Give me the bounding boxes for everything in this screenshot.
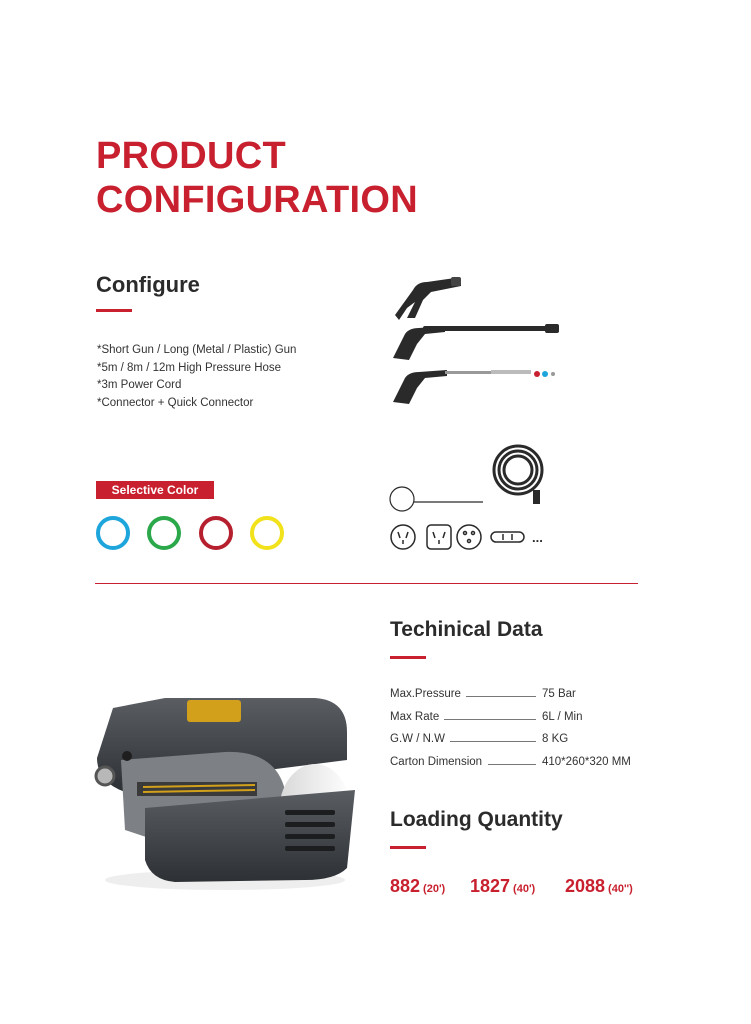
- spec-value: 8 KG: [542, 733, 569, 745]
- spec-value: 75 Bar: [542, 688, 576, 700]
- loading-heading: Loading Quantity: [390, 808, 563, 831]
- spec-row-carton: [390, 756, 650, 772]
- loading-underline: [390, 846, 426, 849]
- technical-underline: [390, 656, 426, 659]
- page-title: [96, 134, 418, 222]
- handle-accent: [187, 700, 241, 722]
- spec-label: Max.Pressure: [390, 688, 461, 700]
- loading-item-40ft: [470, 876, 535, 897]
- spray-guns-illustration: [385, 270, 575, 415]
- title-line-1: PRODUCT: [96, 135, 286, 177]
- socket-square-icon: [427, 525, 451, 549]
- list-item: *Short Gun / Long (Metal / Plastic) Gun: [97, 344, 297, 356]
- loading-qty: 2088: [565, 876, 606, 896]
- power-cord-icon: [390, 487, 483, 511]
- metal-gun-icon: [393, 370, 555, 404]
- color-swatch-green[interactable]: [147, 516, 181, 550]
- hose-connector-icon: [533, 490, 540, 504]
- hose-coil-icon: [494, 446, 542, 494]
- socket-flat-icon: [491, 532, 524, 542]
- section-divider: [95, 583, 638, 584]
- plug-socket-icons: [391, 525, 524, 549]
- technical-heading: Techinical Data: [390, 618, 543, 641]
- spec-label: G.W / N.W: [390, 733, 445, 745]
- short-gun-icon: [395, 277, 461, 320]
- spec-row-weight: [390, 733, 650, 749]
- list-item: *5m / 8m / 12m High Pressure Hose: [97, 361, 282, 374]
- selective-color-label: Selective Color: [96, 481, 214, 499]
- configure-underline: [96, 309, 132, 312]
- loading-container: (20'): [423, 883, 446, 895]
- color-swatch-blue[interactable]: [96, 516, 130, 550]
- spec-label: Max Rate: [390, 711, 440, 723]
- loading-container: (40''): [608, 883, 633, 895]
- list-item: *Connector + Quick Connector: [97, 396, 254, 409]
- loading-item-40hq: [565, 876, 633, 897]
- spec-row-pressure: [390, 688, 650, 704]
- spec-leader-line: [466, 696, 536, 697]
- spec-leader-line: [444, 719, 536, 720]
- more-accessories: ...: [532, 530, 543, 545]
- socket-three-pin-icon: [457, 525, 481, 549]
- color-swatch-red[interactable]: [199, 516, 233, 550]
- title-line-2: CONFIGURATION: [96, 179, 418, 221]
- loading-container: (40'): [513, 883, 536, 895]
- spec-value: 6L / Min: [542, 711, 583, 723]
- long-gun-icon: [393, 324, 559, 360]
- spec-leader-line: [450, 741, 536, 742]
- configure-list: [97, 342, 296, 412]
- spec-row-rate: [390, 711, 650, 727]
- color-swatch-yellow[interactable]: [250, 516, 284, 550]
- socket-round-icon: [391, 525, 415, 549]
- configure-heading: Configure: [96, 272, 200, 297]
- spec-label: Carton Dimension: [390, 756, 483, 768]
- loading-item-20ft: [390, 876, 445, 897]
- spec-leader-line: [488, 764, 536, 765]
- spec-value: 410*260*320 MM: [542, 756, 631, 768]
- loading-qty: 882: [390, 876, 421, 896]
- loading-qty: 1827: [470, 876, 511, 896]
- list-item: *3m Power Cord: [97, 379, 182, 391]
- pressure-washer-image: [85, 690, 355, 895]
